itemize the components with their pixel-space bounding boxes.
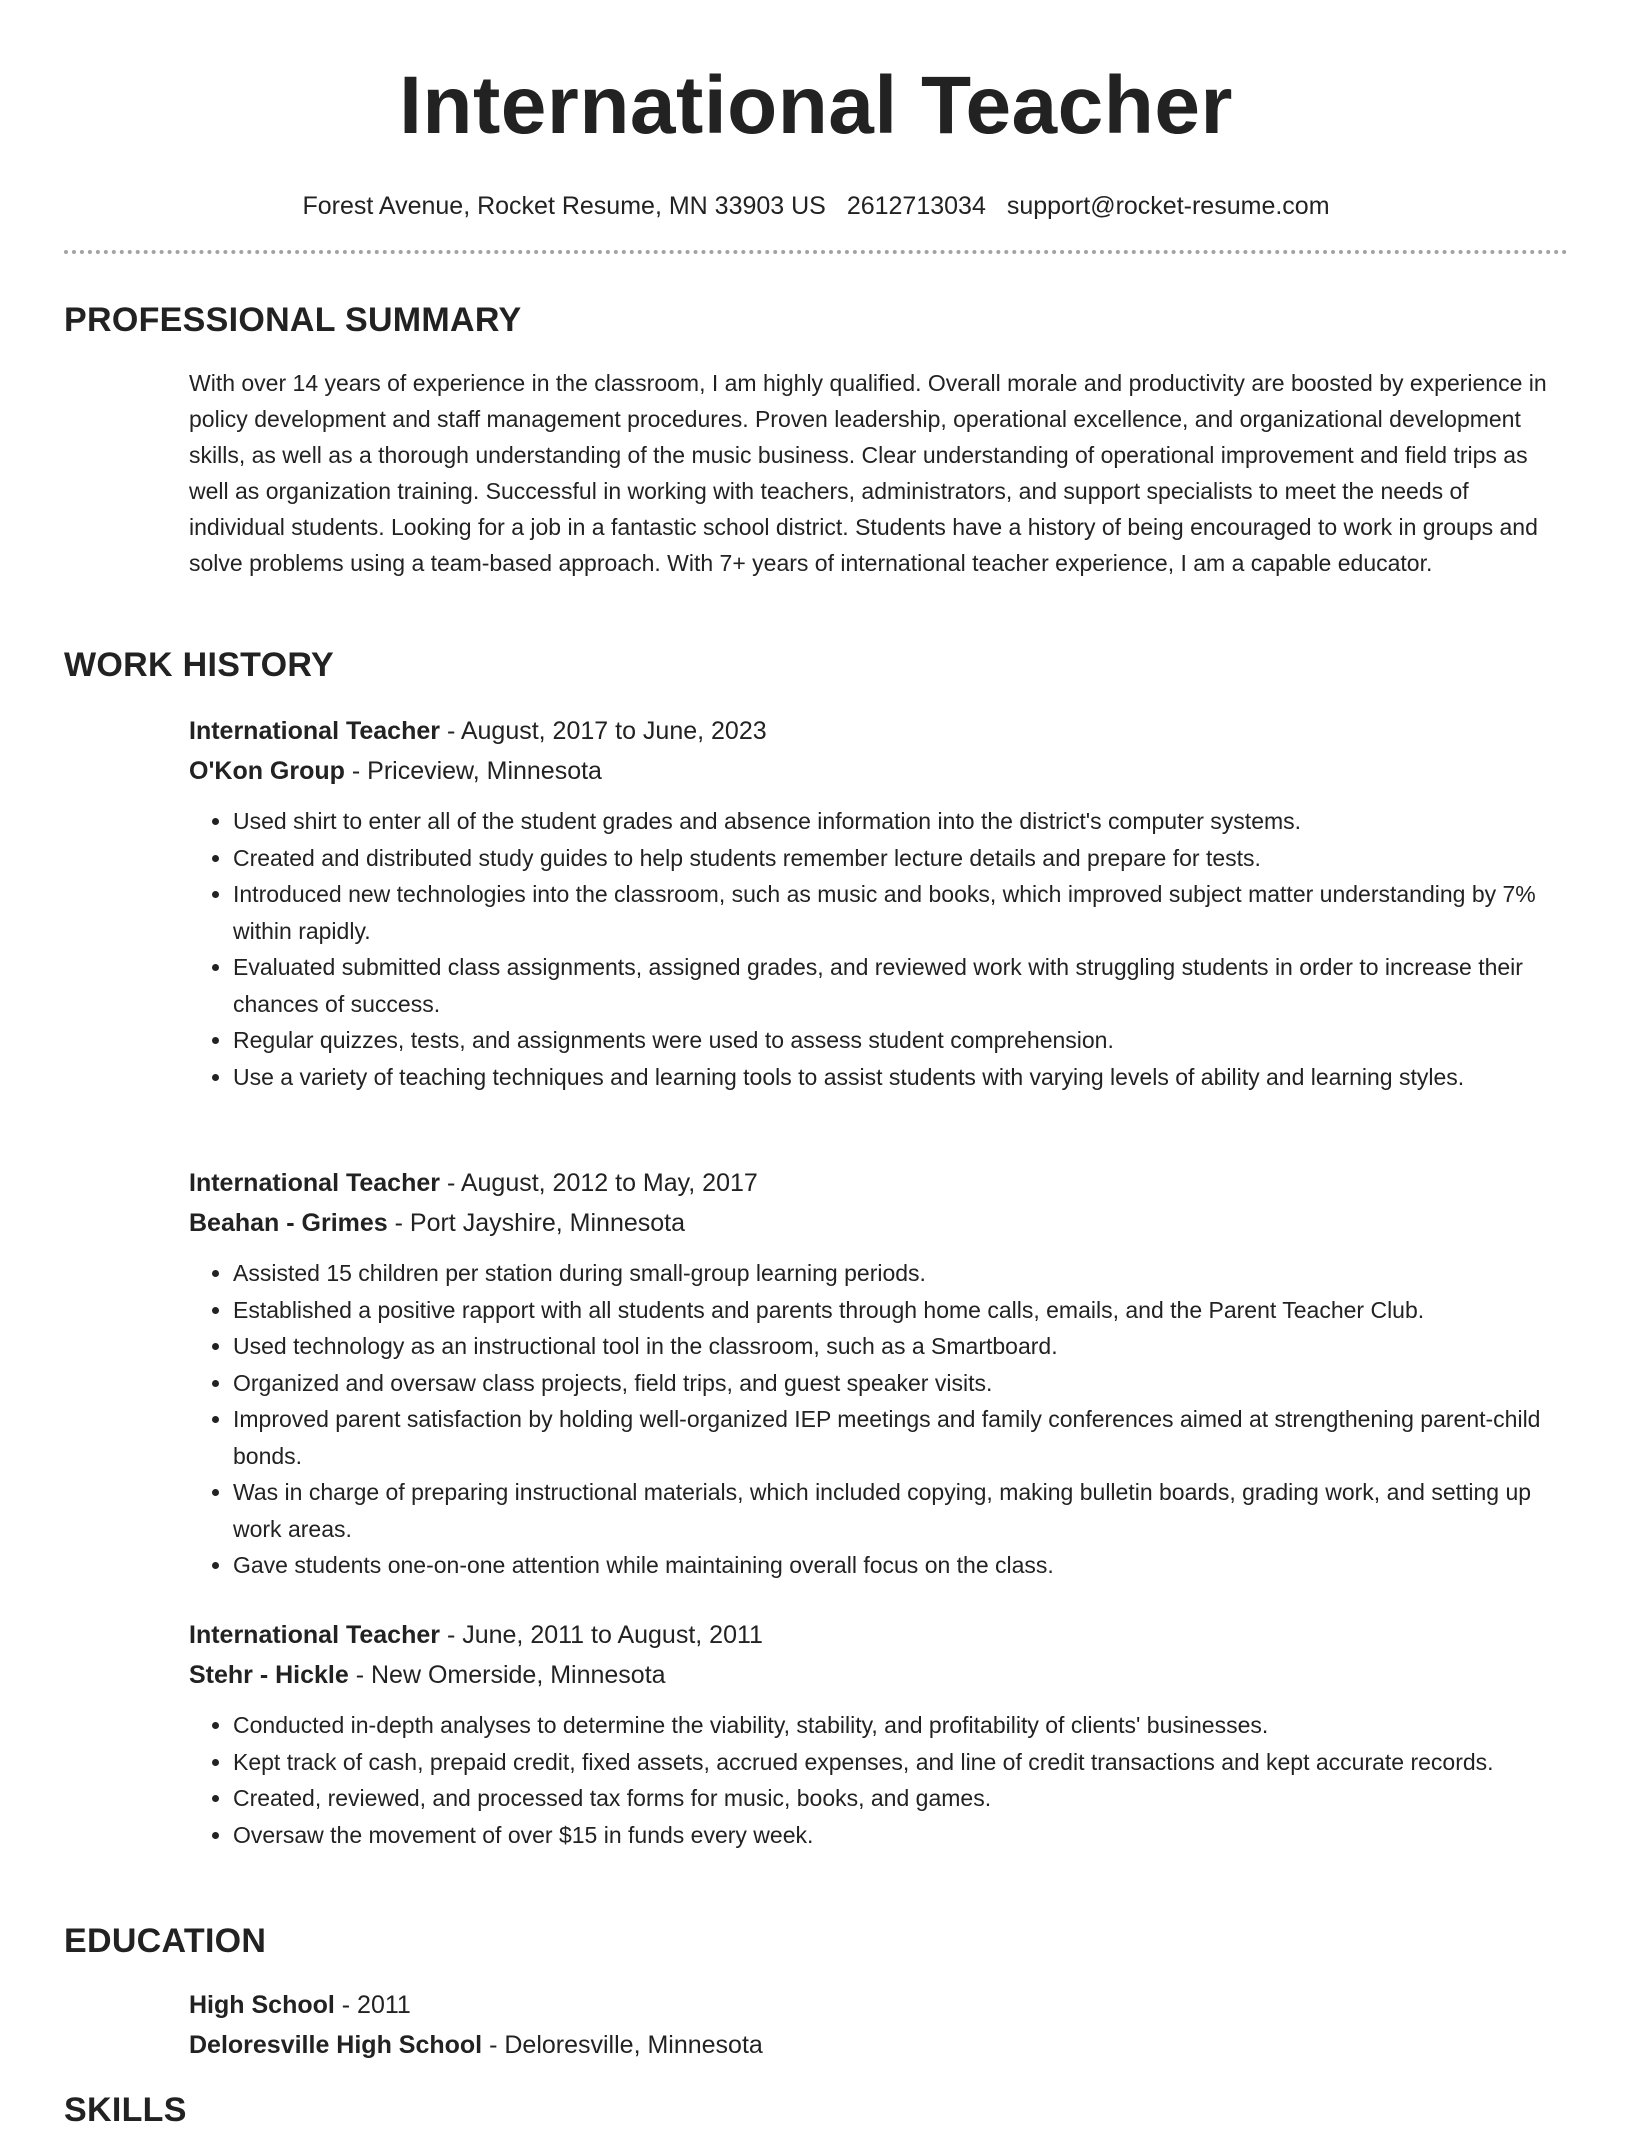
job-dates: - August, 2012 to May, 2017 [440, 1169, 758, 1197]
education-year: - 2011 [334, 1991, 411, 2019]
job-title-line [189, 1615, 1569, 1655]
job-bullet: • Gave students one-on-one attention while maintaining overall focus on the class. [233, 1547, 1569, 1584]
job-entry [189, 1163, 1569, 1584]
job-company-line [189, 1655, 1569, 1695]
job-title-line [189, 1163, 1569, 1203]
education-degree: High School [189, 1991, 335, 2019]
contact-phone: 2612713034 [846, 192, 986, 220]
job-bullet: • Was in charge of preparing instructional materials, which included copying, making bulletin boards, grading work, and setting up work areas. [233, 1474, 1569, 1547]
section-title-summary: PROFESSIONAL SUMMARY [64, 301, 522, 339]
job-role: International Teacher [189, 717, 440, 745]
job-bullet: • Kept track of cash, prepaid credit, fixed assets, accrued expenses, and line of credit transactions and kept accurate records. [233, 1744, 1569, 1781]
job-bullet: • Used technology as an instructional tool in the classroom, such as a Smartboard. [233, 1328, 1569, 1365]
job-entry [189, 1615, 1569, 1853]
education-school-line [189, 2025, 1569, 2065]
job-location: - Port Jayshire, Minnesota [387, 1209, 686, 1237]
job-bullet: • Use a variety of teaching techniques and learning tools to assist students with varying levels of ability and learning styles. [233, 1059, 1569, 1096]
job-entry [189, 711, 1569, 1095]
section-title-education: EDUCATION [64, 1922, 267, 1960]
job-bullet: • Organized and oversaw class projects, field trips, and guest speaker visits. [233, 1365, 1569, 1402]
job-bullet: • Oversaw the movement of over $15 in funds every week. [233, 1817, 1569, 1854]
job-dates: - August, 2017 to June, 2023 [440, 717, 767, 745]
job-bullet: • Introduced new technologies into the classroom, such as music and books, which improved subject matter understanding by 7% within rapidly. [233, 876, 1569, 949]
job-role: International Teacher [189, 1169, 440, 1197]
job-bullet: • Improved parent satisfaction by holding well-organized IEP meetings and family conferences aimed at strengthening parent-child bonds. [233, 1401, 1569, 1474]
job-bullets [189, 1255, 1569, 1584]
job-location: - Priceview, Minnesota [344, 757, 602, 785]
job-company-line [189, 1203, 1569, 1243]
education-school: Deloresville High School [189, 2031, 483, 2059]
job-bullets [189, 803, 1569, 1095]
contact-line [64, 190, 1568, 222]
contact-email: support@rocket-resume.com [1006, 192, 1330, 220]
job-bullet: • Assisted 15 children per station during small-group learning periods. [233, 1255, 1569, 1292]
education-entry [189, 1985, 1569, 2065]
section-title-work-history: WORK HISTORY [64, 646, 334, 684]
job-company-line [189, 751, 1569, 791]
job-location: - New Omerside, Minnesota [348, 1661, 666, 1689]
job-bullet: • Used shirt to enter all of the student grades and absence information into the district's computer systems. [233, 803, 1569, 840]
job-bullet: • Evaluated submitted class assignments, assigned grades, and reviewed work with struggling students in order to increase their chances of success. [233, 949, 1569, 1022]
education-location: - Deloresville, Minnesota [482, 2031, 763, 2059]
job-company: Stehr - Hickle [189, 1661, 349, 1689]
job-bullets [189, 1707, 1569, 1853]
job-bullet: • Conducted in-depth analyses to determine the viability, stability, and profitability of clients' businesses. [233, 1707, 1569, 1744]
job-bullet: • Regular quizzes, tests, and assignments were used to assess student comprehension. [233, 1022, 1569, 1059]
summary-text: With over 14 years of experience in the classroom, I am highly qualified. Overall morale and productivity are boosted by experience in policy development and staff management procedures. Proven leadership, operational excellence, and organizational development skills, as well as a thorough understanding of the music business. Clear understanding of operational improvement and field trips as well as organization training. Successful in working with teachers, administrators, and support specialists to meet the needs of individual students. Looking for a job in a fantastic school district. Students have a history of being encouraged to work in groups and solve problems using a team-based approach. With 7+ years of international teacher experience, I am a capable educator. [189, 370, 1547, 576]
job-title-line [189, 711, 1569, 751]
job-role: International Teacher [189, 1621, 440, 1649]
education-degree-line [189, 1985, 1569, 2025]
job-dates: - June, 2011 to August, 2011 [440, 1621, 763, 1649]
contact-address: Forest Avenue, Rocket Resume, MN 33903 US [302, 192, 826, 220]
job-bullet: • Established a positive rapport with all students and parents through home calls, emails, and the Parent Teacher Club. [233, 1292, 1569, 1329]
job-company: O'Kon Group [189, 757, 345, 785]
header-divider [64, 250, 1568, 254]
resume-header [64, 56, 1568, 222]
section-title-skills: SKILLS [64, 2091, 187, 2129]
job-bullet: • Created, reviewed, and processed tax forms for music, books, and games. [233, 1780, 1569, 1817]
job-bullet: • Created and distributed study guides to help students remember lecture details and prepare for tests. [233, 840, 1569, 877]
job-company: Beahan - Grimes [189, 1209, 388, 1237]
candidate-name: International Teacher [399, 60, 1233, 151]
summary-block [189, 365, 1569, 581]
